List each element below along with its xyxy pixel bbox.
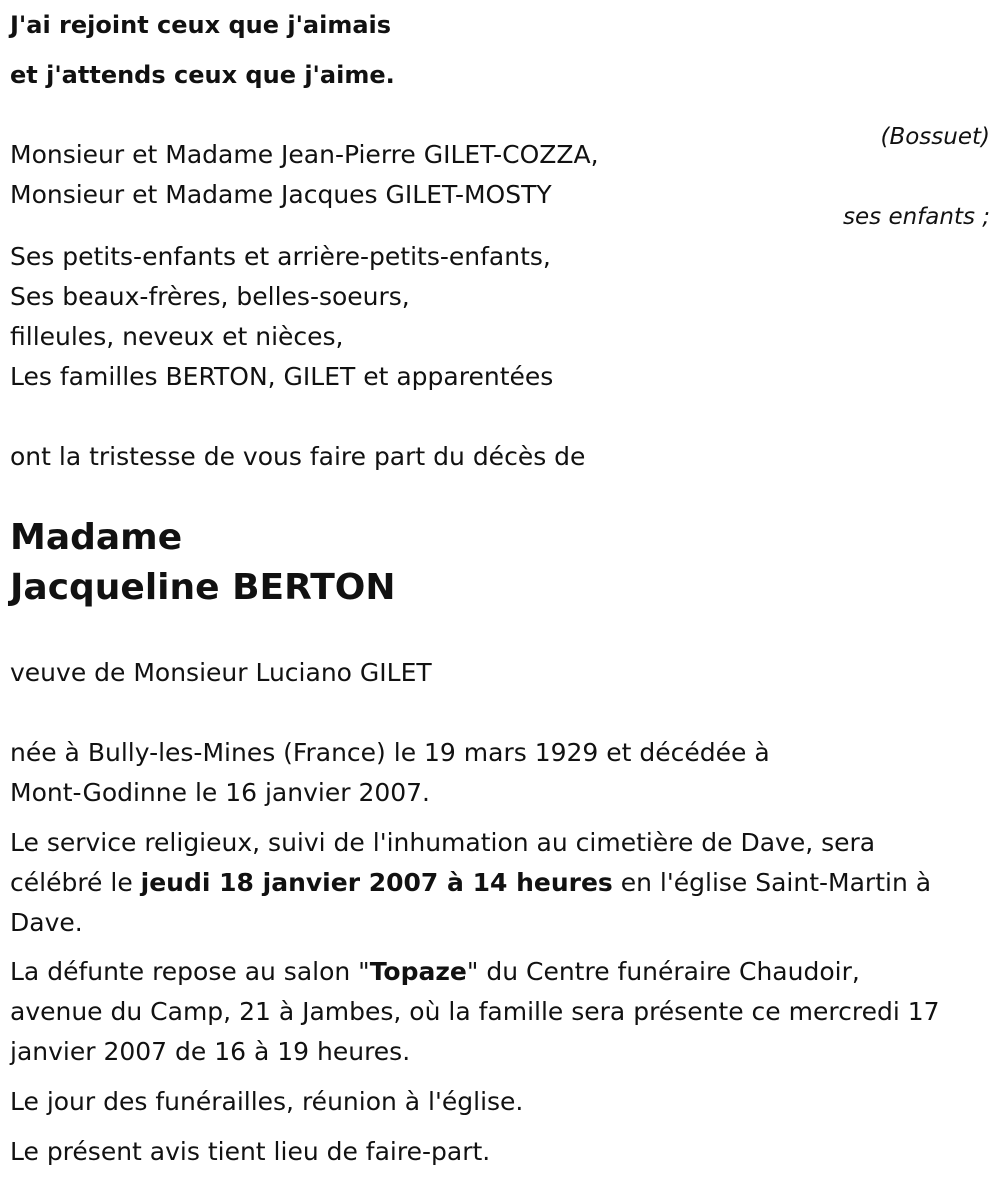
repose-line-1 [10,957,860,987]
birth-death-line-1: née à Bully-les-Mines (France) le 19 mars 1929 et décédée à [10,738,770,767]
salon-name: Topaze [369,957,467,986]
service-text-after: en l'église Saint-Martin à [612,868,932,897]
repose-text-before: La défunte repose au salon " [10,957,370,986]
service-line-1: Le service religieux, suivi de l'inhumation au cimetière de Dave, sera [10,828,876,857]
quote-author: (Bossuet) [880,124,990,150]
service-text-before: célébré le [10,868,141,897]
service-line-3: Dave. [10,908,83,937]
family-line-2: Ses beaux-frères, belles-soeurs, [10,282,410,311]
children-line-1: Monsieur et Madame Jean-Pierre GILET-COZZA, [10,140,599,169]
quote-line-1: J'ai rejoint ceux que j'aimais [10,11,392,39]
repose-line-2: avenue du Camp, 21 à Jambes, où la famille sera présente ce mercredi 17 [10,997,940,1026]
deceased-name: Jacqueline BERTON [10,567,396,608]
family-line-4: Les familles BERTON, GILET et apparentées [10,362,554,391]
funeral-day: Le jour des funérailles, réunion à l'église. [10,1087,524,1116]
family-line-1: Ses petits-enfants et arrière-petits-enfants, [10,242,551,271]
widow-of: veuve de Monsieur Luciano GILET [10,658,432,687]
quote-line-2: et j'attends ceux que j'aime. [10,61,395,89]
service-line-2 [10,868,931,898]
family-line-3: filleules, neveux et nièces, [10,322,344,351]
repose-text-after: " du Centre funéraire Chaudoir, [466,957,860,986]
repose-line-3: janvier 2007 de 16 à 19 heures. [10,1037,411,1066]
birth-death-line-2: Mont-Godinne le 16 janvier 2007. [10,778,431,807]
obituary-notice [10,0,990,1187]
children-line-2: Monsieur et Madame Jacques GILET-MOSTY [10,180,552,209]
deceased-title: Madame [10,517,183,558]
notice: Le présent avis tient lieu de faire-part. [10,1137,491,1166]
announcement: ont la tristesse de vous faire part du décès de [10,442,586,471]
service-date-time: jeudi 18 janvier 2007 à 14 heures [140,868,613,897]
children-role: ses enfants ; [843,204,990,230]
